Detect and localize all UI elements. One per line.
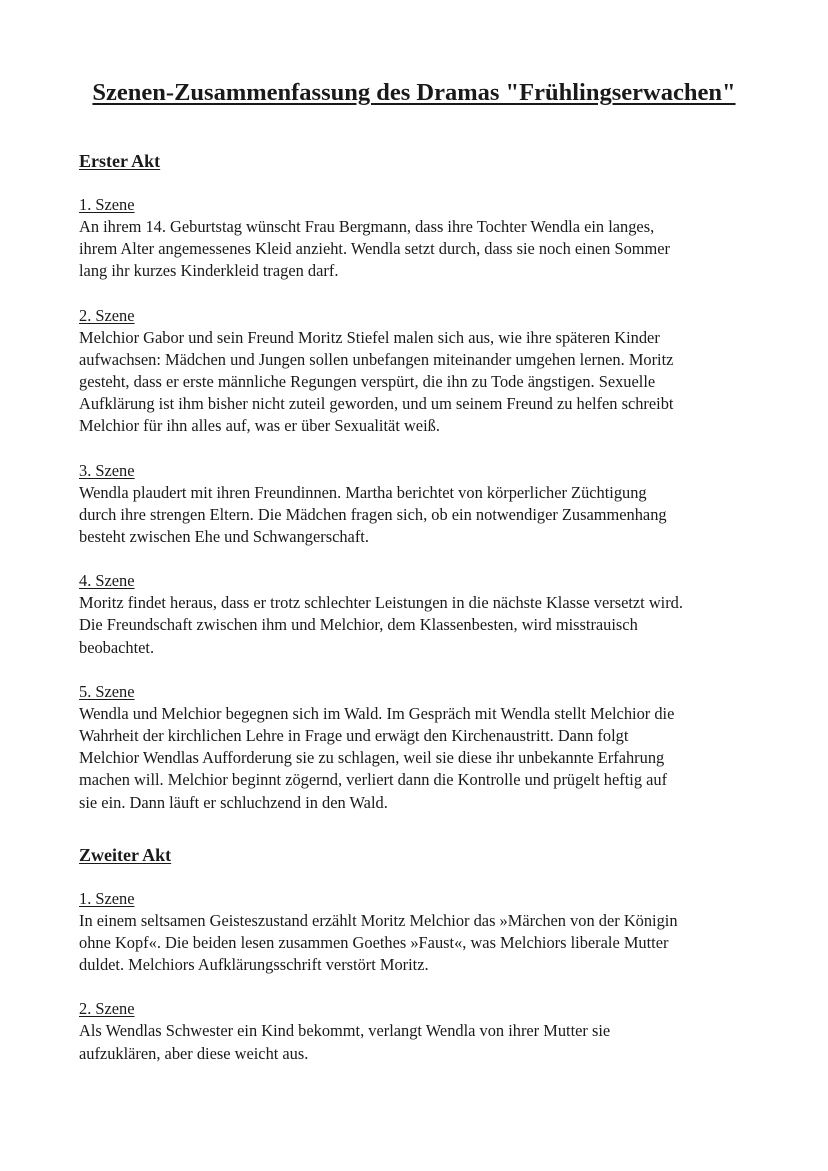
scene-heading: 1. Szene: [79, 888, 135, 908]
scene-block: [79, 305, 759, 438]
scene-text-line: Die Freundschaft zwischen ihm und Melchior, dem Klassenbesten, wird misstrauisch: [79, 615, 638, 635]
scene-block: [79, 888, 759, 977]
scene-text-line: Moritz findet heraus, dass er trotz schlechter Leistungen in die nächste Klasse versetzt wird.: [79, 593, 683, 613]
scene-block: [79, 194, 759, 283]
scene-heading: 1. Szene: [79, 195, 135, 214]
scene-text-line: machen will. Melchior beginnt zögernd, verliert dann die Kontrolle und prügelt heftig auf: [79, 770, 668, 790]
scene-heading: 5. Szene: [79, 681, 135, 701]
scene-text-line: beobachtet.: [79, 637, 155, 657]
scene-heading: 3. Szene: [79, 460, 135, 480]
scene-text-line: durch ihre strengen Eltern. Die Mädchen fragen sich, ob ein notwendiger Zusammenhang: [79, 504, 667, 524]
scene-text-line: ihrem Alter angemessenes Kleid anzieht. Wendla setzt durch, dass sie noch einen Sommer: [79, 239, 670, 259]
scene-text-line: lang ihr kurzes Kinderkleid tragen darf.: [79, 261, 339, 281]
scene-block: [79, 681, 759, 814]
scene-text-line: Melchior Wendlas Aufforderung sie zu schlagen, weil sie diese ihr unbekannte Erfahrung: [79, 748, 665, 768]
scene-text-line: Wendla plaudert mit ihren Freundinnen. Martha berichtet von körperlicher Züchtigung: [79, 482, 647, 502]
scene-text-line: aufzuklären, aber diese weicht aus.: [79, 1043, 309, 1063]
scene-text-line: Melchior für ihn alles auf, was er über Sexualität weiß.: [79, 416, 440, 436]
scene-text-line: duldet. Melchiors Aufklärungsschrift verstört Moritz.: [79, 955, 429, 975]
act-heading: Zweiter Akt: [79, 844, 172, 865]
scene-text-line: gesteht, dass er erste männliche Regungen verspürt, die ihn zu Tode ängstigen. Sexuelle: [79, 372, 656, 392]
scene-text-line: In einem seltsamen Geisteszustand erzählt Moritz Melchior das »Märchen von der Königin: [79, 910, 678, 930]
scene-text-line: besteht zwischen Ehe und Schwangerschaft.: [79, 527, 369, 547]
document-body: [79, 150, 759, 1087]
scene-block: [79, 460, 759, 549]
scene-heading: 4. Szene: [79, 571, 135, 591]
act-heading: Erster Akt: [79, 151, 161, 171]
scene-block: [79, 998, 759, 1064]
scene-text-line: Wahrheit der kirchlichen Lehre in Frage und erwägt den Kirchenaustritt. Dann folgt: [79, 726, 629, 746]
document-title: Szenen-Zusammenfassung des Dramas "Frühlingserwachen": [92, 79, 736, 106]
scene-text-line: ohne Kopf«. Die beiden lesen zusammen Goethes »Faust«, was Melchiors liberale Mutter: [79, 933, 669, 953]
scene-text-line: Melchior Gabor und sein Freund Moritz Stiefel malen sich aus, wie ihre späteren Kinder: [79, 327, 660, 347]
scene-text-line: sie ein. Dann läuft er schluchzend in den Wald.: [79, 792, 388, 812]
scene-text-line: Als Wendlas Schwester ein Kind bekommt, verlangt Wendla von ihrer Mutter sie: [79, 1021, 611, 1041]
act-section: [79, 844, 759, 1065]
scene-heading: 2. Szene: [79, 999, 135, 1019]
scene-text-line: An ihrem 14. Geburtstag wünscht Frau Bergmann, dass ihre Tochter Wendla ein langes,: [79, 217, 655, 236]
scene-text-line: Wendla und Melchior begegnen sich im Wald. Im Gespräch mit Wendla stellt Melchior die: [79, 703, 675, 723]
scene-block: [79, 570, 759, 659]
act-section: [79, 150, 759, 814]
scene-text-line: Aufklärung ist ihm bisher nicht zuteil geworden, und um seinem Freund zu helfen schreibt: [79, 394, 674, 414]
scene-text-line: aufwachsen: Mädchen und Jungen sollen unbefangen miteinander umgehen lernen. Moritz: [79, 349, 674, 369]
scene-heading: 2. Szene: [79, 305, 135, 325]
